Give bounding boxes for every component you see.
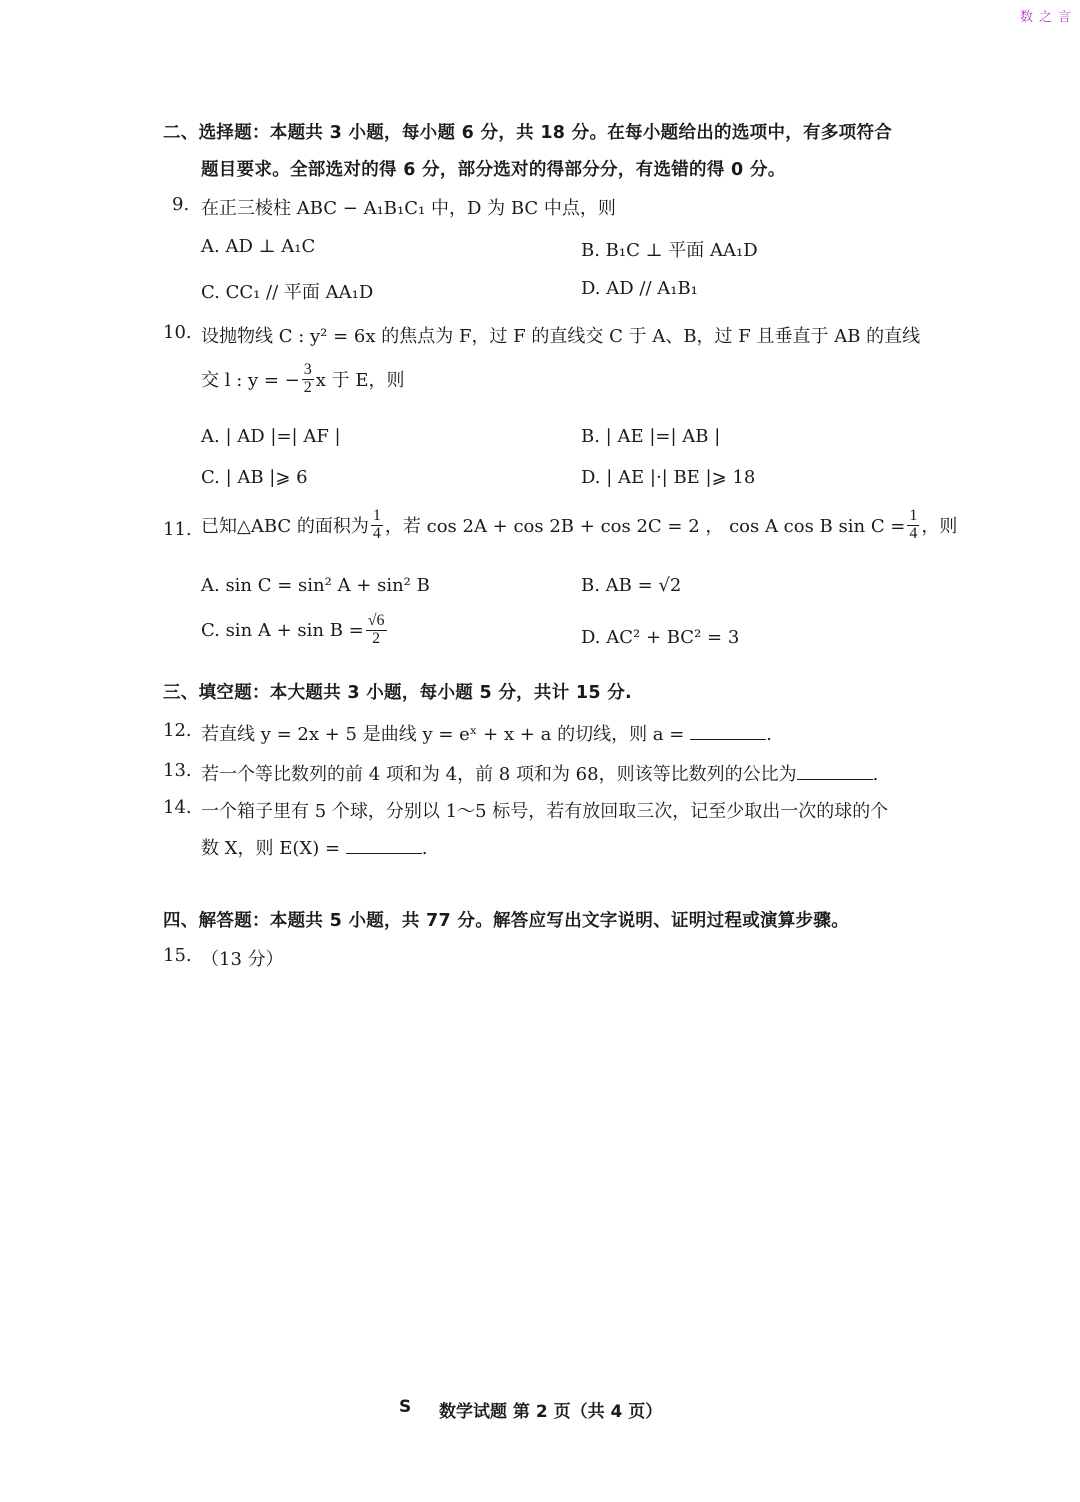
answer-blank-13[interactable] [797,761,873,780]
answer-blank-12[interactable] [690,721,766,740]
question-10-option-b: B. | AE |=| AB | [581,426,721,447]
question-13-number: 13. [163,760,192,781]
question-11-fraction-1-den: 4 [372,524,381,542]
section-3-heading: 三、填空题：本大题共 3 小题，每小题 5 分，共计 15 分. [163,683,633,703]
footer-code: S [399,1397,412,1417]
question-13-line [201,760,878,786]
question-13-end: . [872,764,879,785]
question-11-option-a: A. sin C = sin² A + sin² B [201,575,430,596]
question-15-stem: （13 分） [201,949,284,970]
question-15-number: 15. [163,945,192,966]
question-12-number: 12. [163,720,192,741]
question-11-fraction-1-num: 1 [372,507,381,524]
question-14-end: . [421,838,428,859]
section-2-heading-line2: 题目要求。全部选对的得 6 分，部分选对的得部分分，有选错的得 0 分。 [201,160,786,180]
question-12-end: . [766,724,772,745]
question-11-stem-mid: ，若 cos 2A + cos 2B + cos 2C = 2 ， cos A cos B sin C = [384,516,906,538]
question-10-line2 [201,362,405,397]
question-11-option-b [581,575,681,596]
section-4-heading: 四、解答题：本题共 5 小题，共 77 分。解答应写出文字说明、证明过程或演算步骤。 [163,911,849,931]
question-11-number: 11. [163,519,192,540]
question-11-option-c [201,613,389,648]
question-11-stem-pre: 已知△ABC 的面积为 [201,516,369,538]
question-11-fraction-2 [907,508,919,543]
question-10-stem: 设抛物线 C : y² = 6x 的焦点为 F，过 F 的直线交 C 于 A、B，过 F 且垂直于 AB 的直线 [201,326,921,347]
answer-blank-14[interactable] [346,835,422,854]
question-11-option-d: D. AC² + BC² = 3 [581,627,740,648]
question-14-line2 [201,834,428,860]
question-10-line2-pre: 交 l : y = − [201,370,300,392]
question-11-stem [201,508,957,543]
question-11-fraction-1 [371,508,383,543]
section-2-heading-line1: 二、选择题：本题共 3 小题，每小题 6 分，共 18 分。在每小题给出的选项中，有多项符合 [163,123,893,143]
question-12-stem: 若直线 y = 2x + 5 是曲线 y = eˣ + x + a 的切线，则 a = [201,724,685,745]
question-11-option-c-den: 2 [372,629,381,647]
question-11-option-c-pre: C. sin A + sin B = [201,619,364,641]
question-11-option-c-fraction [366,613,387,648]
question-10-option-c: C. | AB |⩾ 6 [201,467,308,488]
question-11-option-b-pre: B. AB = [581,575,653,596]
question-14-line2-text: 数 X，则 E(X) = [201,838,341,859]
question-13-stem: 若一个等比数列的前 4 项和为 4，前 8 项和为 68，则该等比数列的公比为 [201,764,797,785]
watermark-text: 数之言 [1020,10,1078,25]
question-10-fraction [302,362,314,397]
question-10-option-a: A. | AD |=| AF | [201,426,341,447]
question-10-line2-post: x 于 E，则 [315,370,405,392]
question-11-fraction-2-den: 4 [909,524,918,542]
question-10-fraction-num: 3 [303,361,312,378]
question-9-stem: 在正三棱柱 ABC − A₁B₁C₁ 中，D 为 BC 中点，则 [201,198,616,219]
question-9-option-a: A. AD ⊥ A₁C [201,236,316,257]
question-11-option-c-num: √6 [367,612,385,629]
question-11-fraction-2-num: 1 [909,507,918,524]
question-14-number: 14. [163,797,192,818]
question-11-stem-post: ，则 [921,516,958,538]
question-14-line1: 一个箱子里有 5 个球，分别以 1～5 标号，若有放回取三次，记至少取出一次的球的个 [201,801,889,822]
question-12-line [201,720,772,746]
question-9-option-b: B. B₁C ⊥ 平面 AA₁D [581,240,758,261]
question-10-number: 10. [163,322,192,343]
footer-page-info: 数学试题 第 2 页（共 4 页） [439,1402,663,1422]
question-11-option-b-radical: √2 [658,575,682,596]
question-9-number: 9. [172,194,190,215]
question-10-fraction-den: 2 [303,378,312,396]
question-9-option-c: C. CC₁ // 平面 AA₁D [201,282,374,303]
question-10-option-d: D. | AE |·| BE |⩾ 18 [581,467,756,488]
question-9-option-d: D. AD // A₁B₁ [581,278,698,299]
